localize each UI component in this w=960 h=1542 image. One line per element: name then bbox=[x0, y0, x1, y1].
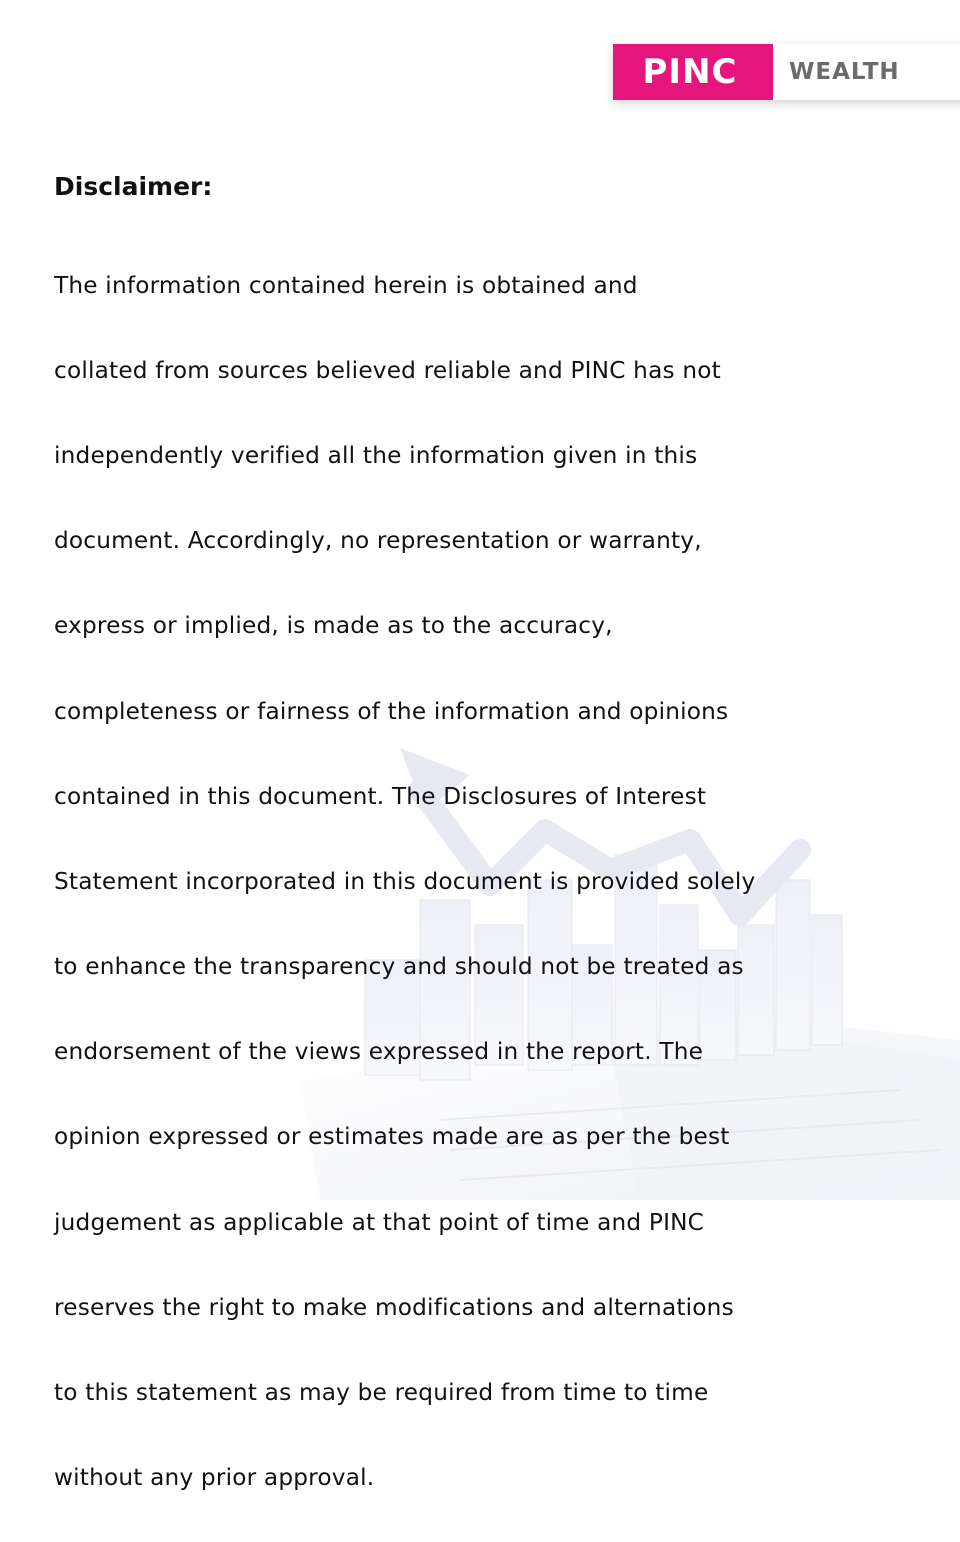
disclaimer-line: document. Accordingly, no representation or warranty, bbox=[54, 527, 702, 555]
disclaimer-line: to this statement as may be required from time to time bbox=[54, 1379, 709, 1407]
disclaimer-line: judgement as applicable at that point of time and PINC bbox=[54, 1208, 705, 1236]
disclaimer-line: completeness or fairness of the information and opinions bbox=[54, 697, 729, 725]
disclaimer-line: The information contained herein is obtained and bbox=[54, 271, 638, 299]
disclaimer-line: independently verified all the information given in this bbox=[54, 441, 698, 469]
disclaimer-line: without any prior approval. bbox=[54, 1464, 375, 1492]
disclaimer-line: Statement incorporated in this document is provided solely bbox=[54, 867, 756, 895]
disclaimer-body bbox=[54, 222, 934, 1542]
disclaimer-line: opinion expressed or estimates made are as per the best bbox=[54, 1123, 730, 1151]
disclaimer-line: to enhance the transparency and should not be treated as bbox=[54, 953, 744, 981]
disclaimer-heading: Disclaimer: bbox=[54, 172, 213, 201]
pinc-wealth-logo bbox=[613, 44, 960, 100]
disclaimer-line: reserves the right to make modifications and alternations bbox=[54, 1293, 734, 1321]
logo-pinc-mark: PINC bbox=[613, 44, 773, 100]
disclaimer-line: express or implied, is made as to the accuracy, bbox=[54, 612, 613, 640]
logo-wealth-text: WEALTH bbox=[773, 44, 960, 100]
disclaimer-line: contained in this document. The Disclosures of Interest bbox=[54, 782, 707, 810]
disclaimer-line: endorsement of the views expressed in the report. The bbox=[54, 1038, 704, 1066]
disclaimer-line: collated from sources believed reliable and PINC has not bbox=[54, 356, 721, 384]
